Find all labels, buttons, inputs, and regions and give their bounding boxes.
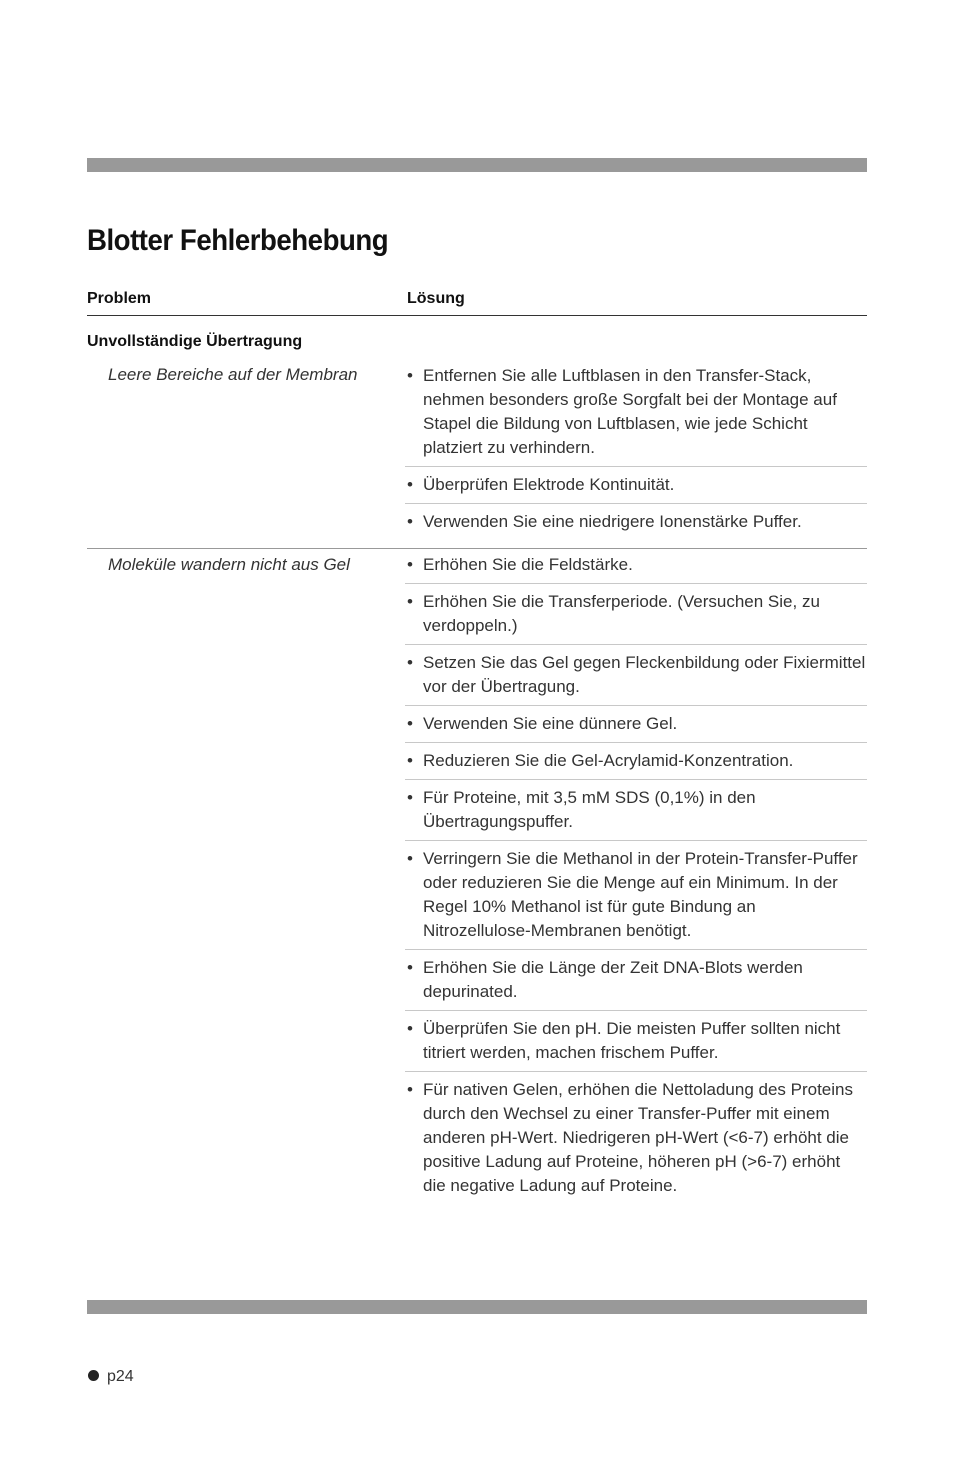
solution-item: • Überprüfen Sie den pH. Die meisten Puffer sollten nicht titriert werden, machen frischem Puffer. bbox=[405, 1017, 867, 1072]
bullet-dot-icon bbox=[88, 1370, 99, 1381]
solution-item: • Setzen Sie das Gel gegen Fleckenbildung oder Fixiermittel vor der Übertragung. bbox=[405, 651, 867, 706]
solution-item: • Erhöhen Sie die Transferperiode. (Versuchen Sie, zu verdoppeln.) bbox=[405, 590, 867, 645]
solution-item: • Erhöhen Sie die Feldstärke. bbox=[405, 553, 867, 584]
column-header-solution: Lösung bbox=[407, 290, 465, 307]
page-title: Blotter Fehlerbehebung bbox=[87, 224, 389, 257]
page-number: p24 bbox=[107, 1368, 134, 1385]
solution-item: • Für Proteine, mit 3,5 mM SDS (0,1%) in den Übertragungspuffer. bbox=[405, 786, 867, 841]
problem-label: Moleküle wandern nicht aus Gel bbox=[108, 555, 350, 574]
column-header-problem: Problem bbox=[87, 290, 152, 307]
top-divider-bar bbox=[87, 158, 867, 172]
solution-item: • Erhöhen Sie die Länge der Zeit DNA-Blots werden depurinated. bbox=[405, 956, 867, 1011]
solution-item: • Überprüfen Elektrode Kontinuität. bbox=[405, 473, 867, 504]
solution-list bbox=[405, 364, 867, 546]
solution-item: • Entfernen Sie alle Luftblasen in den Transfer-Stack, nehmen besonders große Sorgfalt bei der Montage auf Stapel die Bildung von Luftblasen, wie jede Schicht platziert zu verhindern. bbox=[405, 364, 867, 467]
solution-item: • Verringern Sie die Methanol in der Protein-Transfer-Puffer oder reduzieren Sie die Menge auf ein Minimum. In der Regel 10% Methanol ist für gute Bindung an Nitrozellulose-Membranen benötigt. bbox=[405, 847, 867, 950]
solution-item: • Für nativen Gelen, erhöhen die Nettoladung des Proteins durch den Wechsel zu einer Transfer-Puffer mit einem anderen pH-Wert. Niedrigeren pH-Wert (<6-7) erhöht die positive Ladung auf Proteine, höheren pH (>6-7) erhöht die negative Ladung auf Proteine. bbox=[405, 1078, 867, 1204]
group-divider bbox=[87, 548, 867, 549]
solution-item: • Verwenden Sie eine niedrigere Ionenstärke Puffer. bbox=[405, 510, 867, 540]
solution-item: • Reduzieren Sie die Gel-Acrylamid-Konzentration. bbox=[405, 749, 867, 780]
problem-category: Unvollständige Übertragung bbox=[87, 333, 303, 350]
problem-label: Leere Bereiche auf der Membran bbox=[108, 365, 358, 384]
solution-list bbox=[405, 553, 867, 1210]
header-rule bbox=[87, 315, 867, 316]
solution-item: • Verwenden Sie eine dünnere Gel. bbox=[405, 712, 867, 743]
bottom-divider-bar bbox=[87, 1300, 867, 1314]
page-footer bbox=[88, 1368, 134, 1386]
